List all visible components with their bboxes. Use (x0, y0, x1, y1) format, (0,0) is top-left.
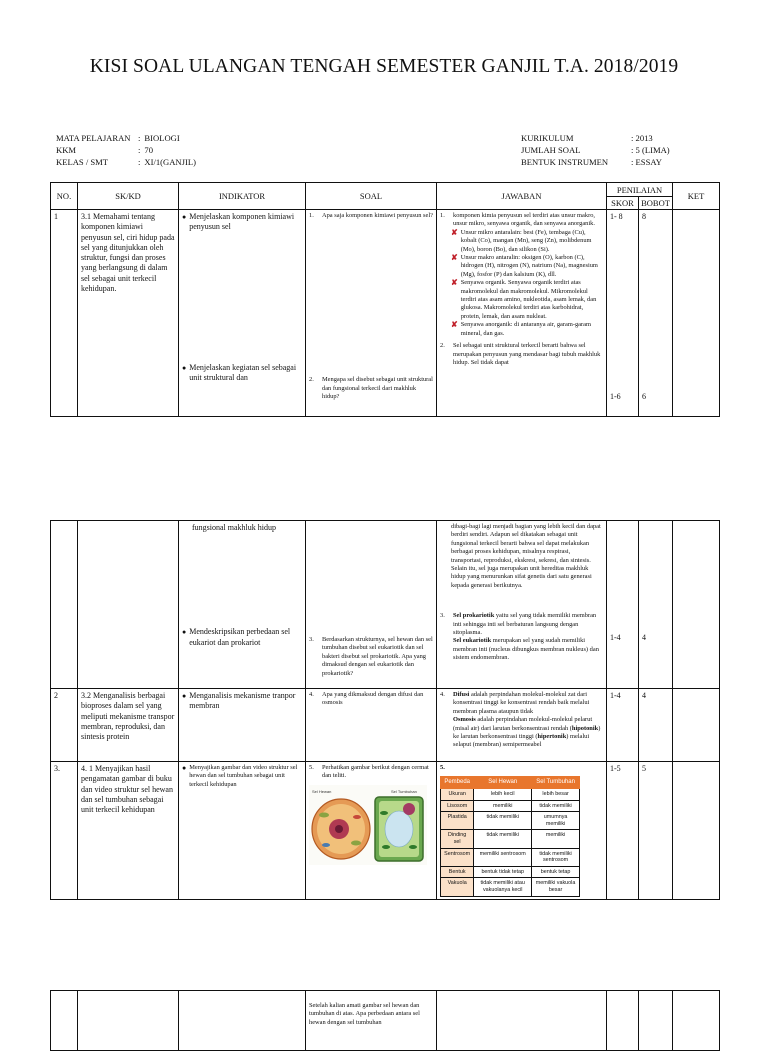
skor-cell (607, 521, 639, 689)
bullet-icon: ● (182, 628, 187, 637)
jawaban-item (440, 342, 603, 367)
comparison-cell: memiliki sentrosom (474, 848, 532, 866)
meta-row (521, 156, 670, 168)
cross-icon: ✘ (451, 320, 458, 330)
term-definition: yaitu sel yang tidak memiliki membran inti sehingga inti sel berbaturan langsung dengan sitoplasma. (453, 612, 597, 637)
comparison-header: Sel Hewan (474, 777, 532, 789)
soal-cell (306, 210, 437, 417)
meta-value: : 2013 (631, 133, 653, 143)
soal-cell (306, 521, 437, 689)
jawaban-cell (437, 521, 607, 689)
indikator-text: Menjelaskan kegiatan sel sebagai unit struktural dan (189, 362, 297, 382)
indikator-cell (179, 210, 306, 417)
row-number: 2 (51, 689, 78, 762)
figure-label-right: Sel Tumbuhan (391, 788, 417, 794)
header-no: NO. (51, 183, 78, 210)
meta-value: : 5 (LIMA) (631, 145, 670, 155)
comparison-row (441, 800, 580, 812)
jawaban-number: 5. (440, 764, 445, 771)
bullet-icon: ● (182, 213, 187, 221)
figure-label-left: Sel Hewan (312, 788, 332, 794)
comparison-cell: Bentuk (441, 866, 474, 878)
jawaban-subitem (440, 229, 603, 254)
comparison-cell: Dinding sel (441, 830, 474, 848)
comparison-cell: Vakuola (441, 878, 474, 896)
skkd-cell (78, 521, 179, 689)
soal-cell (306, 762, 437, 900)
skor-value: 1-4 (610, 633, 621, 642)
term-bold: Sel eukariotik (453, 637, 492, 645)
ket-cell (673, 991, 720, 1051)
skkd-cell: 4. 1 Menyajikan hasil pengamatan gambar di buku dan video struktur sel hewan dan sel tumbuhan sebagai unit terkecil kehidupan (78, 762, 179, 900)
meta-key: KKM (56, 145, 77, 155)
cross-icon: ✘ (451, 227, 458, 237)
bobot-cell (639, 991, 673, 1051)
meta-value: XI/1(GANJIL) (144, 157, 196, 167)
jawaban-number: 1. (440, 212, 445, 219)
soal-text: Apa saja komponen kimiawi penyusun sel? (322, 212, 433, 219)
header-skkd: SK/KD (78, 183, 179, 210)
meta-value: 70 (144, 145, 153, 155)
term-bold: hipotonik (571, 724, 599, 732)
comparison-cell: memiliki (474, 800, 532, 812)
header-penilaian: PENILAIAN (607, 183, 673, 197)
jawaban-item (440, 764, 603, 772)
skkd-cell: 3.1 Memahami tentang komponen kimiawi penyusun sel, ciri hidup pada sel yang ditunjukkan oleh struktur, fungsi dan proses yang berlangsung di dalam sel sebagai unit terkecil kehidupan. (78, 210, 179, 417)
indikator-item (182, 627, 302, 648)
comparison-cell: Ukuran (441, 789, 474, 801)
comparison-row (441, 848, 580, 866)
header-soal: SOAL (306, 183, 437, 210)
indikator-text: Mendeskripsikan perbedaan sel eukariot dan prokariot (189, 627, 291, 647)
soal-item (309, 691, 433, 708)
comparison-cell: bentuk tetap (532, 866, 580, 878)
soal-item (309, 636, 433, 678)
jawaban-number: 3. (440, 612, 445, 620)
jawaban-subitem-text: Unsur mikro antaralain: besi (Fe), tembaga (Cu), kobalt (Co), mangan (Mn), seng (Zn), molibdenum (Mo), boron (Bo), dan silikon (Si). (460, 228, 592, 253)
meta-sep: : (138, 145, 141, 155)
skor-cell (607, 210, 639, 417)
bobot-value: 6 (642, 392, 646, 402)
soal-item (309, 764, 433, 781)
meta-key: KURIKULUM (521, 133, 574, 143)
bobot-cell (639, 210, 673, 417)
jawaban-text (453, 612, 603, 662)
kisi-table-page1 (50, 182, 720, 417)
meta-key: MATA PELAJARAN (56, 133, 131, 143)
comparison-cell: memiliki (532, 830, 580, 848)
meta-sep: : (138, 157, 141, 167)
soal-cell (306, 689, 437, 762)
row-number (51, 521, 78, 689)
term-definition: merupakan sel yang sudah memiliki membran inti (nucleus dibungkus membran nukleus) dan sistem endomembran. (453, 637, 599, 662)
comparison-cell: Plastida (441, 812, 474, 830)
bullet-icon: ● (182, 363, 187, 372)
ket-cell (673, 689, 720, 762)
comparison-header: Pembeda (441, 777, 474, 789)
indikator-text: Menganalisis mekanisme tranpor membran (189, 691, 296, 711)
meta-left (56, 132, 196, 168)
skor-cell (607, 991, 639, 1051)
meta-row (521, 132, 670, 144)
meta-row (521, 144, 670, 156)
soal-text: Berdasarkan strukturnya, sel hewan dan sel tumbuhan disebut sel eukariotik dan sel bakteri disebut sel prokariotik. Apa yang dimaksud dengan sel eukariotik dan prokariotik? (322, 636, 433, 677)
soal-item (309, 212, 433, 220)
jawaban-subitem-text: Senyawa anorganik: di antaranya air, garam-garam mineral, dan gas. (460, 321, 591, 337)
header-ket: KET (673, 183, 720, 210)
row-number: 3. (51, 762, 78, 900)
header-jawaban: JAWABAN (437, 183, 607, 210)
header-skor: SKOR (607, 197, 639, 210)
jawaban-text (453, 691, 603, 750)
comparison-cell: Sentrosom (441, 848, 474, 866)
comparison-cell: tidak memiliki sentrosom (532, 848, 580, 866)
comparison-row (441, 830, 580, 848)
soal-number: 3. (309, 636, 314, 643)
skor-cell: 1-4 (607, 689, 639, 762)
term-definition: adalah perpindahan molekul-molekul pelarut (misal air) dari larutan berkonsentrasi rendah ( (453, 716, 593, 732)
comparison-cell: tidak memiliki atau vakuolanya kecil (474, 878, 532, 896)
kisi-table-page2 (50, 520, 720, 900)
jawaban-item (440, 691, 603, 750)
header-indikator: INDIKATOR (179, 183, 306, 210)
meta-key: KELAS / SMT (56, 157, 109, 167)
term-bold: hipertonik (537, 733, 567, 741)
jawaban-subitem-text: Senyawa organik. Senyawa organik terdiri atas makromolekul dan makromolekul. Mikromolekul terdiri atas asam amino, nukleotida, asam lemak, dan glukosa. Makromolekul terdiri atas karbohidrat, protein, lemak, dan asam nukleat. (460, 279, 597, 320)
skkd-cell: 3.2 Menganalisis berbagai bioproses dalam sel yang meliputi mekanisme transpor membran, reproduksi, dan sintesis protein (78, 689, 179, 762)
jawaban-subitem-text: Unsur makro antaralin: oksigen (O), karbon (C), hidrogen (H), nitrogen (N), natrium (Na), magnesium (Mg), fosfor (P) dan kalsium (K), dll. (460, 254, 598, 278)
soal-number: 4. (309, 691, 314, 698)
comparison-header: Sel Tumbuhan (532, 777, 580, 789)
jawaban-item (440, 612, 603, 662)
ket-cell (673, 521, 720, 689)
jawaban-subitem (440, 321, 603, 338)
jawaban-item (440, 212, 603, 229)
bullet-icon: ● (182, 764, 187, 772)
comparison-row (441, 812, 580, 830)
term-bold: Difusi (453, 691, 470, 698)
comparison-row (441, 878, 580, 896)
soal-cell (306, 991, 437, 1051)
comparison-cell: bentuk tidak tetap (474, 866, 532, 878)
header-bobot: BOBOT (639, 197, 673, 210)
cross-icon: ✘ (451, 253, 458, 263)
comparison-cell: memiliki vakuola besar (532, 878, 580, 896)
document-title: KISI SOAL ULANGAN TENGAH SEMESTER GANJIL T.A. 2018/2019 (89, 56, 679, 77)
comparison-cell: Lisosom (441, 800, 474, 812)
animal-cell-drawing (312, 799, 370, 859)
meta-row (56, 144, 196, 156)
meta-key: JUMLAH SOAL (521, 145, 581, 155)
jawaban-text: dibagi-bagi lagi menjadi bagian yang lebih kecil dan dapat berdiri sendiri. Adapun sel dikatakan sebagai unit fungsional terkecil berarti bahwa sel dapat melakukan berbagai proses kehidupan, misalnya respirasi, transportasi, reproduksi, ekskresi, sekresi, dan sintesis. Selain itu, sel juga merupakan unit hereditas makhluk hidup yang menurunkan sifat genetis dari satu generasi kepada generasi berikutnya. (451, 523, 601, 589)
indikator-cell (179, 762, 306, 900)
term-bold: Sel prokariotik (453, 612, 495, 620)
term-definition: ) ke larutan berkonsentrasi tinggi ( (453, 724, 601, 741)
indikator-item (182, 764, 302, 789)
meta-row (56, 132, 196, 144)
comparison-cell: umumnya memiliki (532, 812, 580, 830)
indikator-item (182, 691, 302, 712)
indikator-text: Menyajikan gambar dan video struktur sel hewan dan sel tumbuhan sebagai unit terkecil kehidupan (189, 764, 298, 788)
comparison-cell: tidak memiliki (474, 812, 532, 830)
jawaban-text: Sel sebagai unit struktural terkecil berarti bahwa sel merupakan penyusun yang mendasar bagi tubuh makhluk hidup. Sel tidak dapat (453, 342, 601, 366)
ket-cell (673, 210, 720, 417)
soal-number: 5. (309, 764, 314, 771)
indikator-item (182, 363, 302, 384)
indikator-item (182, 212, 302, 233)
comparison-cell: lebih besar (532, 789, 580, 801)
skor-value: 1-6 (610, 392, 621, 402)
comparison-cell: tidak memiliki (474, 830, 532, 848)
comparison-table (440, 776, 580, 896)
bullet-icon: ● (182, 692, 187, 700)
jawaban-subitem (440, 254, 603, 279)
bobot-cell: 4 (639, 689, 673, 762)
soal-text: Mengapa sel disebut sebagai unit struktural dan fungsional terkecil dari makhluk hidup? (322, 376, 433, 401)
soal-text: Perhatikan gambar berikut dengan cermat dan teliti. (322, 764, 429, 780)
comparison-header-row (441, 777, 580, 789)
soal-number: 1. (309, 212, 314, 219)
bobot-value: 8 (642, 212, 646, 221)
row-number: 1 (51, 210, 78, 417)
jawaban-cell (437, 762, 607, 900)
soal-number: 2. (309, 376, 314, 384)
soal-item (309, 376, 433, 401)
kisi-table-page3 (50, 990, 720, 1051)
indikator-text: Menjelaskan komponen kimiawi penyusun sel (189, 212, 295, 232)
indikator-cell (179, 689, 306, 762)
term-definition: ) melalui selaput (membran) semipermeabel (453, 733, 590, 749)
meta-value: : ESSAY (631, 157, 662, 167)
soal-text: Apa yang dikmaksud dengan difusi dan osmosis (322, 691, 424, 707)
skor-cell: 1-5 (607, 762, 639, 900)
meta-right (521, 132, 670, 168)
comparison-row (441, 866, 580, 878)
row-number (51, 991, 78, 1051)
skor-value: 1- 8 (610, 212, 623, 221)
jawaban-number: 4. (440, 691, 445, 698)
plant-cell-drawing (375, 797, 423, 861)
term-bold: Osmosis (453, 716, 476, 724)
comparison-row (441, 789, 580, 801)
indikator-cell (179, 991, 306, 1051)
jawaban-cell (437, 689, 607, 762)
indikator-cell (179, 521, 306, 689)
jawaban-number: 2. (440, 342, 445, 350)
cross-icon: ✘ (451, 278, 458, 288)
bobot-cell (639, 521, 673, 689)
meta-key: BENTUK INSTRUMEN (521, 157, 609, 167)
jawaban-cell (437, 991, 607, 1051)
jawaban-text: komponen kimia penyusun sel terdiri atas unsur makro, unsur mikro, senyawa organik, dan senyawa anorganik. (453, 212, 595, 228)
indikator-text: fungsional makhluk hidup (192, 523, 276, 532)
comparison-cell: lebih kecil (474, 789, 532, 801)
comparison-cell: tidak memiliki (532, 800, 580, 812)
meta-sep: : (138, 133, 141, 143)
soal-text: Setelah kalian amati gambar sel hewan dan tumbuhan di atas. Apa perbedaan antara sel hewan dengan sel tumbuhan (309, 1002, 420, 1026)
term-definition: adalah perpindahan molekul-molekul zat dari konsentrasi tinggi ke konsentrasi rendah baik melalui membran plasma ataupun tidak (453, 691, 590, 715)
bobot-value: 4 (642, 633, 646, 642)
bobot-cell: 5 (639, 762, 673, 900)
ket-cell (673, 762, 720, 900)
jawaban-subitem (440, 279, 603, 321)
meta-row (56, 156, 196, 168)
skkd-cell (78, 991, 179, 1051)
meta-value: BIOLOGI (144, 133, 180, 143)
animal-plant-cell-image (309, 785, 427, 865)
jawaban-cell (437, 210, 607, 417)
